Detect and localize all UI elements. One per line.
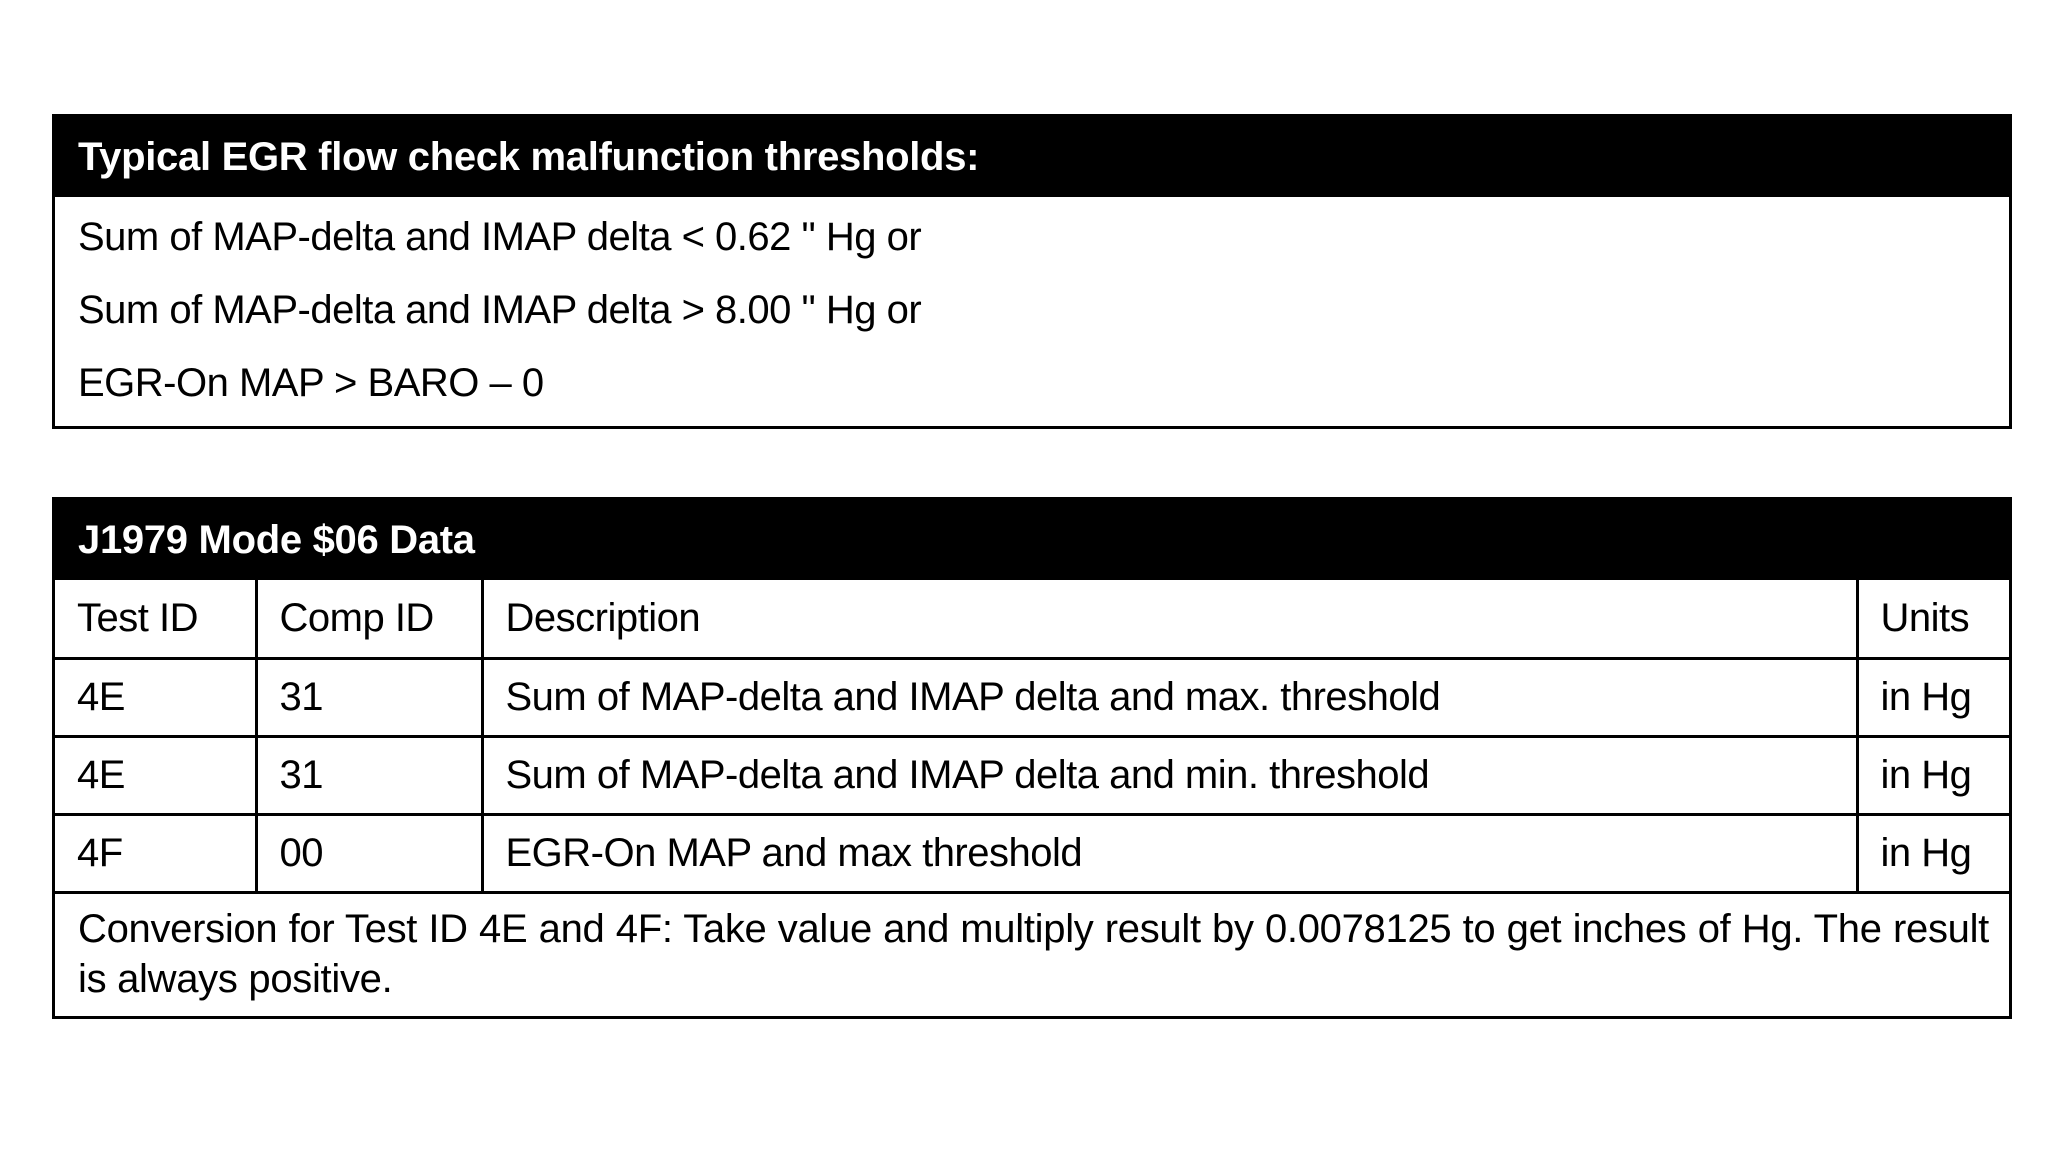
cell-units: in Hg (1857, 658, 2009, 736)
cell-description: EGR-On MAP and max threshold (482, 814, 1857, 892)
cell-units: in Hg (1857, 814, 2009, 892)
mode06-box (52, 497, 2012, 1019)
table-row (55, 736, 2009, 814)
threshold-line: Sum of MAP-delta and IMAP delta < 0.62 " Hg or (78, 215, 922, 259)
conversion-note: Conversion for Test ID 4E and 4F: Take value and multiply result by 0.0078125 to get inches of Hg. The result is always positive. (78, 906, 1989, 1001)
column-header-description: Description (482, 580, 1857, 658)
cell-description: Sum of MAP-delta and IMAP delta and min. threshold (482, 736, 1857, 814)
table-header-row (55, 580, 2009, 658)
cell-comp-id: 31 (256, 736, 482, 814)
table-row (55, 658, 2009, 736)
column-header-test-id: Test ID (55, 580, 256, 658)
thresholds-box (52, 114, 2012, 429)
threshold-line: EGR-On MAP > BARO – 0 (78, 361, 544, 405)
column-header-comp-id: Comp ID (256, 580, 482, 658)
cell-comp-id: 31 (256, 658, 482, 736)
cell-test-id: 4E (55, 736, 256, 814)
mode06-table (55, 580, 2009, 894)
cell-units: in Hg (1857, 736, 2009, 814)
threshold-line: Sum of MAP-delta and IMAP delta > 8.00 " Hg or (78, 288, 922, 332)
mode06-title: J1979 Mode $06 Data (55, 500, 2009, 580)
cell-test-id: 4F (55, 814, 256, 892)
cell-description: Sum of MAP-delta and IMAP delta and max. threshold (482, 658, 1857, 736)
column-header-units: Units (1857, 580, 2009, 658)
thresholds-list (55, 197, 2009, 426)
table-row (55, 814, 2009, 892)
cell-test-id: 4E (55, 658, 256, 736)
thresholds-title: Typical EGR flow check malfunction thresholds: (55, 117, 2009, 197)
cell-comp-id: 00 (256, 814, 482, 892)
